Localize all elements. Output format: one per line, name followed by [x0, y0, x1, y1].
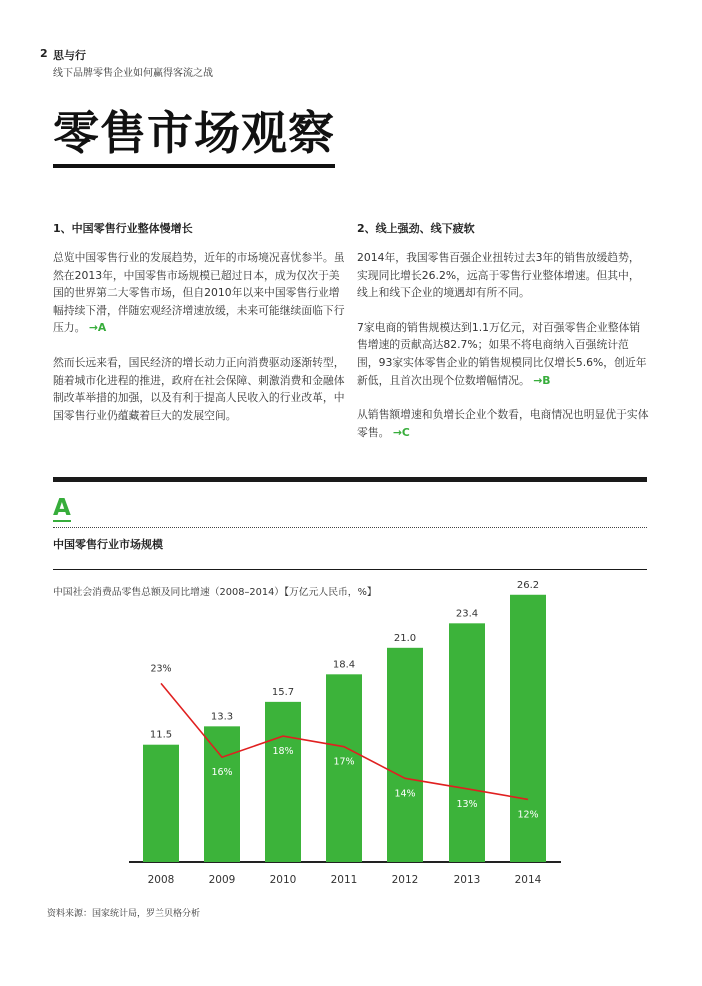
growth-rate-label: 14% [394, 788, 416, 800]
left-heading: 1、中国零售行业整体慢增长 [53, 222, 193, 235]
bar-value-label: 11.5 [149, 729, 173, 741]
bar-2013 [449, 623, 485, 862]
section-letter: A [53, 495, 71, 521]
right-paragraph-2: 7家电商的销售规模达到1.1万亿元，对百强零售企业整体销售增速的贡献高达82.7%；如果不将电商纳入百强统计范围，93家实体零售企业的销售规模同比仅增长5.6%，创近年新低，且首次出现个位数增幅情况。 →B [357, 320, 647, 387]
chart-title: 中国社会消费品零售总额及同比增速（2008–2014）【万亿元人民币，%】 [53, 587, 377, 598]
bar-2009 [204, 726, 240, 862]
source-note: 资料来源：国家统计局，罗兰贝格分析 [47, 909, 201, 919]
x-tick-label: 2011 [330, 874, 358, 886]
x-tick-label: 2014 [514, 874, 542, 886]
page-title: 零售市场观察 [53, 104, 335, 168]
page-number: 2 [40, 47, 48, 60]
bar-2008 [143, 745, 179, 862]
link-c[interactable]: →C [392, 425, 410, 439]
x-tick-label: 2009 [208, 874, 236, 886]
growth-rate-label: 16% [211, 767, 233, 779]
bar-value-label: 15.7 [271, 686, 295, 698]
section-label: 思与行 [53, 49, 86, 62]
bar-2011 [326, 674, 362, 862]
bar-value-label: 23.4 [455, 608, 479, 620]
growth-rate-label: 17% [333, 756, 355, 768]
bar-value-label: 21.0 [393, 632, 417, 644]
left-paragraph-2: 然而长远来看，国民经济的增长动力正向消费驱动逐渐转型，随着城市化进程的推进，政府在社会保障、刺激消费和金融体制改革举措的加强，以及有利于提高人民收入的行业改革，中国零售行业仍蕴藏着巨大的发展空间。 [53, 355, 345, 422]
bar-2014 [510, 595, 546, 862]
x-tick-label: 2008 [147, 874, 175, 886]
link-b[interactable]: →B [533, 373, 551, 387]
x-tick-label: 2013 [453, 874, 481, 886]
growth-rate-label: 18% [272, 746, 294, 758]
bar-value-label: 26.2 [516, 579, 540, 591]
growth-rate-label: 23% [150, 663, 172, 675]
bar-2012 [387, 648, 423, 862]
link-a[interactable]: →A [88, 321, 107, 335]
x-tick-label: 2010 [269, 874, 297, 886]
bar-value-label: 18.4 [332, 659, 356, 671]
right-paragraph-3: 从销售额增速和负增长企业个数看，电商情况也明显优于实体零售。 →C [357, 408, 649, 439]
report-subtitle: 线下品牌零售企业如何赢得客流之战 [53, 68, 213, 79]
growth-rate-label: 12% [517, 809, 539, 821]
left-paragraph-1: 总览中国零售行业的发展趋势，近年的市场境况喜忧参半。虽然在2013年，中国零售市场规模已超过日本，成为仅次于美国的世界第二大零售市场，但自2010年以来中国零售行业增幅持续下滑，伴随宏观经济增速放缓，未来可能继续面临下行压力。 →A [53, 251, 345, 335]
section-title: 中国零售行业市场规模 [53, 538, 163, 551]
right-heading: 2、线上强劲、线下疲软 [357, 222, 475, 235]
x-tick-label: 2012 [391, 874, 419, 886]
bar-value-label: 13.3 [210, 711, 234, 723]
right-paragraph-1: 2014年，我国零售百强企业扭转过去3年的销售放缓趋势，实现同比增长26.2%，远高于零售行业整体增速。但其中，线上和线下企业的境遇却有所不同。 [357, 251, 640, 300]
growth-rate-label: 13% [456, 798, 478, 810]
bar-2010 [265, 702, 301, 862]
